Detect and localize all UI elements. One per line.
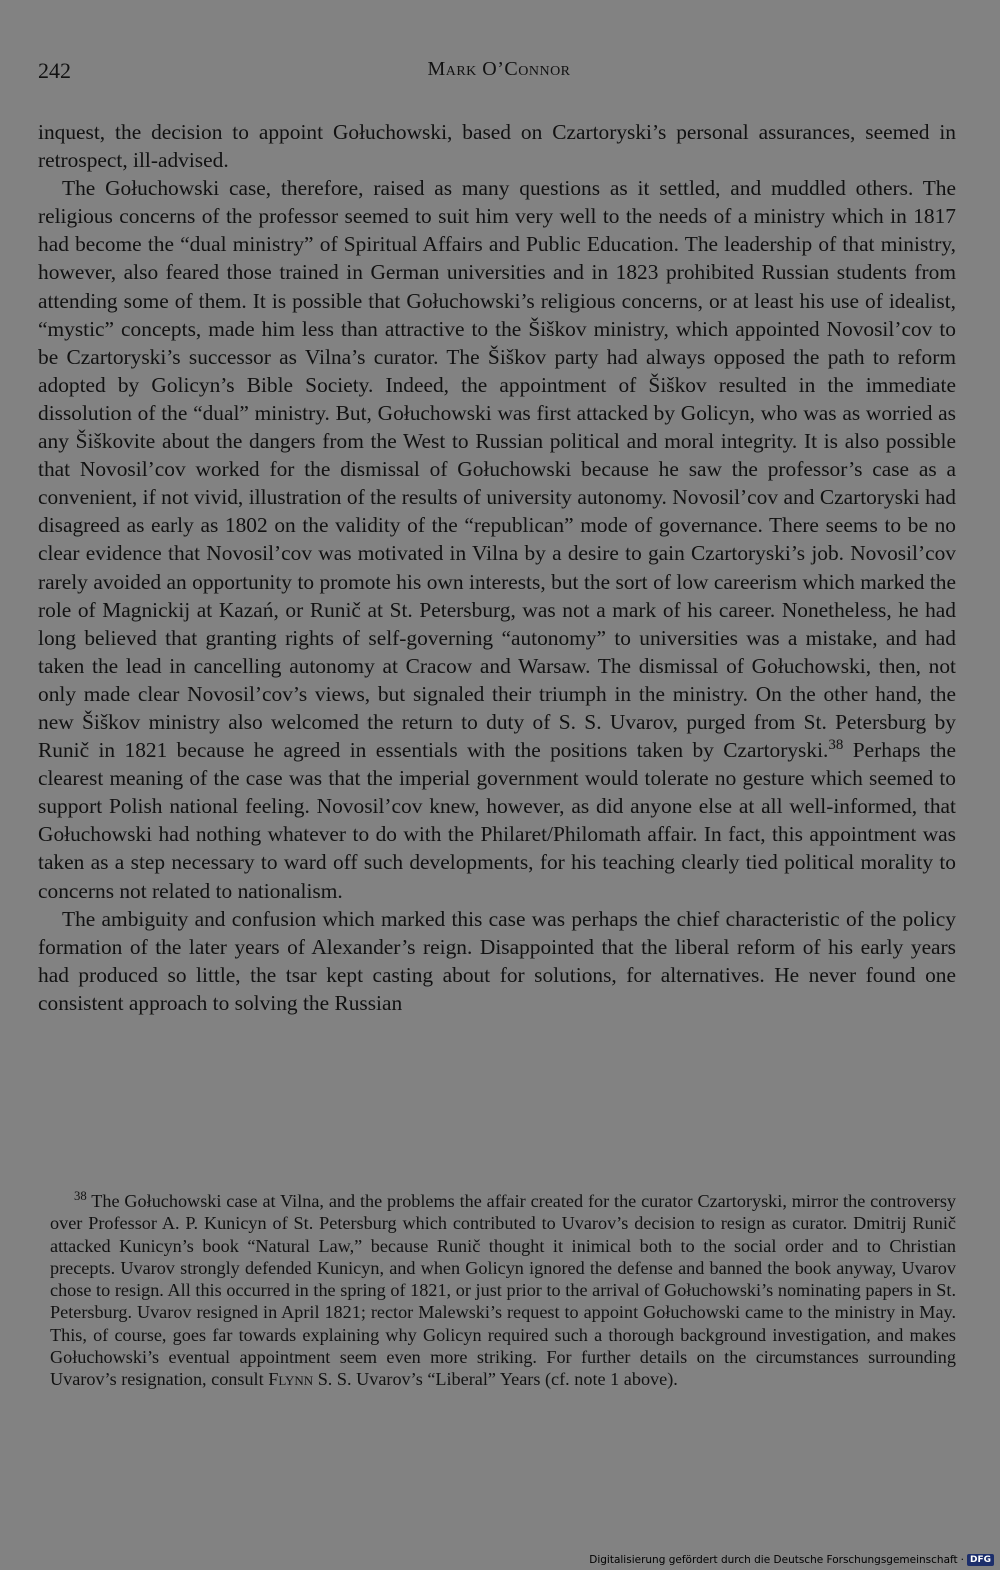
dfg-logo: DFG [967, 1554, 994, 1566]
footnote-text-end: S. S. Uvarov’s “Liberal” Years (cf. note 1 above). [317, 1369, 678, 1390]
digitization-footer [589, 1554, 994, 1566]
running-head: Mark O’Connor [427, 58, 571, 80]
main-text [38, 118, 956, 1017]
page-number: 242 [38, 58, 71, 83]
paragraph: The ambiguity and confusion which marked this case was perhaps the chief characteristic of the policy formation of the later years of Alexander’s reign. Disappointed that the liberal reform of his early years had produced so little, the tsar kept casting about for solutions, for alternatives. He never found one consistent approach to solving the Russian [38, 906, 956, 1015]
footnote-number: 38 [74, 1188, 87, 1203]
footnote [50, 1190, 956, 1391]
paragraph-text: The Gołuchowski case, therefore, raised as many questions as it settled, and muddled others. The religious concerns of the professor seemed to suit him very well to the needs of a ministry which in 1817 had become the “dual ministry” of Spiritual Affairs and Public Education. The leadership of that ministry, however, also feared those trained in German universities and in 1823 prohibited Russian students from attending some of them. It is possible that Gołuchowski’s religious concerns, or at least his use of idealist, “mystic” concepts, made him less than attractive to the Šiškov ministry, which appointed Novosil’cov to be Czartoryski’s successor as Vilna’s curator. The Šiškov party had always opposed the path to reform adopted by Golicyn’s Bible Society. Indeed, the appointment of Šiškov resulted in the immediate dissolution of the “dual” ministry. But, Gołuchowski was first attacked by Golicyn, who was as worried as any Šiškovite about the dangers from the West to Russian political and moral integrity. It is also possible that Novosil’cov worked for the dismissal of Gołuchowski because he saw the professor’s case as a convenient, if not vivid, illustration of the results of university autonomy. Novosil’cov and Czartoryski had disagreed as early as 1802 on the validity of the “republican” mode of governance. There seems to be no clear evidence that Novosil’cov was motivated in Vilna by a desire to gain Czartoryski’s job. Novosil’cov rarely avoided an opportunity to promote his own interests, but the sort of low careerism which marked the role of Magnickij at Kazań, or Runič at St. Petersburg, was not a mark of his career. Nonetheless, he had long believed that granting rights of self-governing “autonomy” to universities was a mistake, and had taken the lead in cancelling autonomy at Cracow and Warsaw. The dismissal of Gołuchowski, then, not only made clear Novosil’cov’s views, but signaled their triumph in the ministry. On the other hand, the new Šiškov ministry also welcomed the return to duty of S. S. Uvarov, purged from St. Petersburg by Runič in 1821 because he agreed in essentials with the positions taken by Czartoryski. [38, 176, 956, 763]
footnote-author: Flynn [268, 1369, 314, 1390]
footer-text: Digitalisierung gefördert durch die Deutsche Forschungsgemeinschaft [589, 1554, 958, 1566]
page-header [38, 58, 960, 88]
footnote-reference[interactable]: 38 [828, 736, 844, 753]
paragraph-text: Perhaps the clearest meaning of the case was that the imperial government would tolerate no gesture which seemed to support Polish national feeling. Novosil’cov knew, however, as did anyone else at all well-informed, that Gołuchowski had nothing whatever to do with the Philaret/Philomath affair. In fact, this appointment was taken as a step necessary to ward off such developments, for his teaching clearly tied political morality to concerns not related to nationalism. [38, 738, 956, 903]
paragraph [38, 174, 956, 904]
footnote-text: The Gołuchowski case at Vilna, and the problems the affair created for the curator Czartoryski, mirror the controversy over Professor A. P. Kunicyn of St. Petersburg which contributed to Uvarov’s decision to resign as curator. Dmitrij Runič attacked Kunicyn’s book “Natural Law,” because Runič thought it inimical both to the social order and to Christian precepts. Uvarov strongly defended Kunicyn, and when Golicyn ignored the defense and banned the book anyway, Uvarov chose to resign. All this occurred in the spring of 1821, or just prior to the arrival of Gołuchowski’s nominating papers in St. Petersburg. Uvarov resigned in April 1821; rector Malewski’s request to appoint Gołuchowski came to the ministry in May. This, of course, goes far towards explaining why Golicyn required such a thorough background investigation, and makes Gołuchowski’s eventual appointment seem even more striking. For further details on the circumstances surrounding Uvarov’s resignation, consult [50, 1191, 957, 1390]
dot-separator: · [960, 1554, 964, 1566]
paragraph: inquest, the decision to appoint Gołuchowski, based on Czartoryski’s personal assurances, seemed in retrospect, ill-advised. [38, 120, 956, 173]
